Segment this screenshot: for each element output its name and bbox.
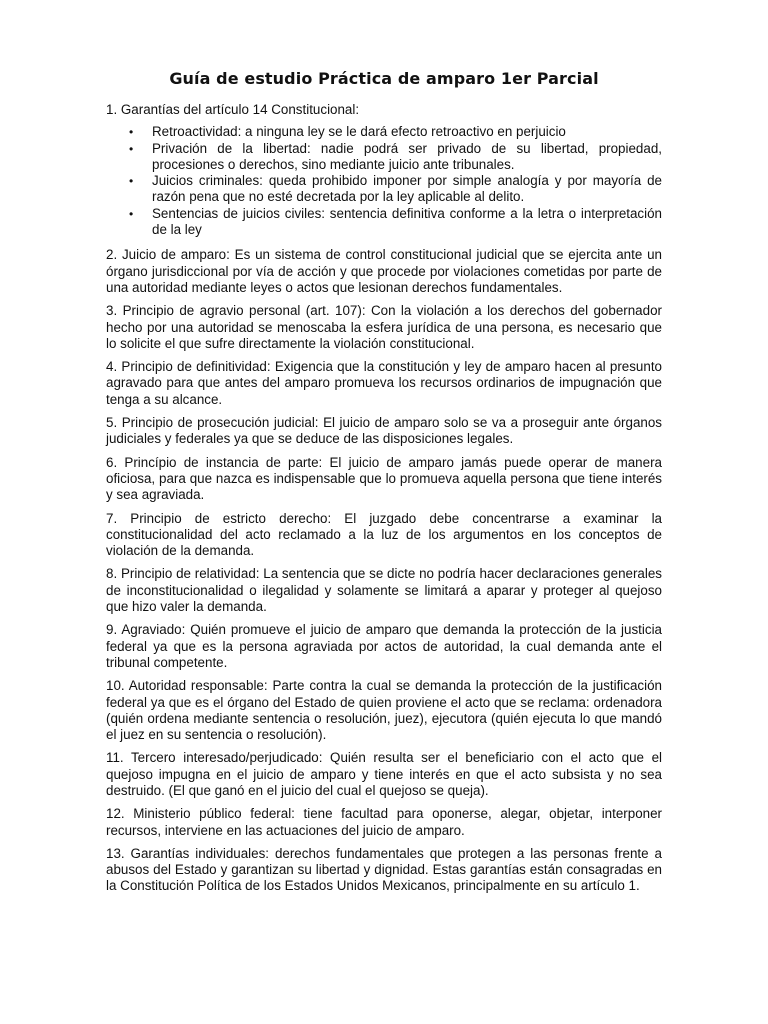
document-page <box>106 68 662 902</box>
list-item <box>106 206 662 239</box>
paragraph-relatividad: 8. Principio de relatividad: La sentencia que se dicte no podría hacer declaraciones generales de inconstitucionalidad o ilegalidad y solamente se limitará a aparar y proteger al quejoso que hizo valer la demanda. <box>106 566 662 615</box>
section-1-heading: 1. Garantías del artículo 14 Constitucional: <box>106 102 360 117</box>
list-item-text: Retroactividad: a ninguna ley se le dará efecto retroactivo en perjuicio <box>152 124 566 140</box>
paragraph-agraviado: 9. Agraviado: Quién promueve el juicio de amparo que demanda la protección de la justicia federal ya que es la persona agraviada por actos de autoridad, la cual demanda ante el tribunal competente. <box>106 622 662 670</box>
list-item-text: Juicios criminales: queda prohibido imponer por simple analogía y por mayoría de razón pena que no esté decretada por la ley aplicable al delito. <box>152 173 662 205</box>
paragraph-estricto-derecho: 7. Principio de estricto derecho: El juzgado debe concentrarse a examinar la constitucionalidad del acto reclamado a la luz de los argumentos en los conceptos de violación de la demanda. <box>106 510 662 559</box>
list-item-text: Sentencias de juicios civiles: sentencia definitiva conforme a la letra o interpretación de la ley <box>152 205 662 238</box>
bullet-icon: • <box>129 141 134 156</box>
list-item <box>106 141 662 174</box>
list-item <box>106 173 662 206</box>
paragraph-juicio-de-amparo: 2. Juicio de amparo: Es un sistema de control constitucional judicial que se ejercita ante un órgano jurisdiccional por vía de acción y que procede por violaciones cometidas por parte de una autoridad mediante leyes o actos que lesionan derechos fundamentales. <box>106 247 662 295</box>
paragraph-ministerio-publico: 12. Ministerio público federal: tiene facultad para oponerse, alegar, objetar, interponer recursos, interviene en las actuaciones del juicio de amparo. <box>106 806 662 838</box>
list-item-text: Privación de la libertad: nadie podrá ser privado de su libertad, propiedad, procesiones o derechos, sino mediante juicio ante tribunales. <box>152 140 662 172</box>
bullet-icon: • <box>129 206 134 221</box>
paragraph-agravio-personal: 3. Principio de agravio personal (art. 107): Con la violación a los derechos del gobernador hecho por una autoridad se menoscaba la esfera jurídica de una persona, es necesario que lo solicite el que sufre directamente la violación constitucional. <box>106 303 662 351</box>
paragraph-autoridad-responsable: 10. Autoridad responsable: Parte contra la cual se demanda la protección de la justificación federal ya que es el órgano del Estado de quien proviene el acto que se reclama: ordenadora (quién ordena mediante sentencia o resolución, juez), ejecutora (quién ejecuta lo que mandó el juez en su sentencia o resolución). <box>106 678 662 743</box>
paragraph-instancia-de-parte: 6. Princípio de instancia de parte: El juicio de amparo jamás puede operar de manera oficiosa, para que nazca es indispensable que lo promueva aquella persona que tiene interés y sea agraviada. <box>106 454 662 503</box>
paragraph-prosecucion-judicial: 5. Principio de prosecución judicial: El juicio de amparo solo se va a proseguir ante órganos judiciales y federales ya que se deduce de las disposiciones legales. <box>106 415 662 447</box>
paragraph-definitividad: 4. Principio de definitividad: Exigencia que la constitución y ley de amparo hacen al presunto agravado para que antes del amparo promueva los recursos ordinarios de impugnación que tenga a su alcance. <box>106 359 662 407</box>
document-title: Guía de estudio Práctica de amparo 1er Parcial <box>169 69 599 88</box>
paragraph-tercero-interesado: 11. Tercero interesado/perjudicado: Quién resulta ser el beneficiario con el acto que el quejoso impugna en el juicio de amparo y tiene interés en que el acto subsista y no sea destruido. (El que ganó en el juicio del cual el quejoso se queja). <box>106 750 662 798</box>
guarantees-list <box>106 124 662 238</box>
list-item <box>106 124 662 140</box>
paragraph-garantias-individuales: 13. Garantías individuales: derechos fundamentales que protegen a las personas frente a abusos del Estado y garantizan su libertad y dignidad. Estas garantías están consagradas en la Constitución Política de los Estados Unidos Mexicanos, principalmente en su artículo 1. <box>106 845 662 894</box>
bullet-icon: • <box>129 174 134 189</box>
bullet-icon: • <box>129 125 134 140</box>
